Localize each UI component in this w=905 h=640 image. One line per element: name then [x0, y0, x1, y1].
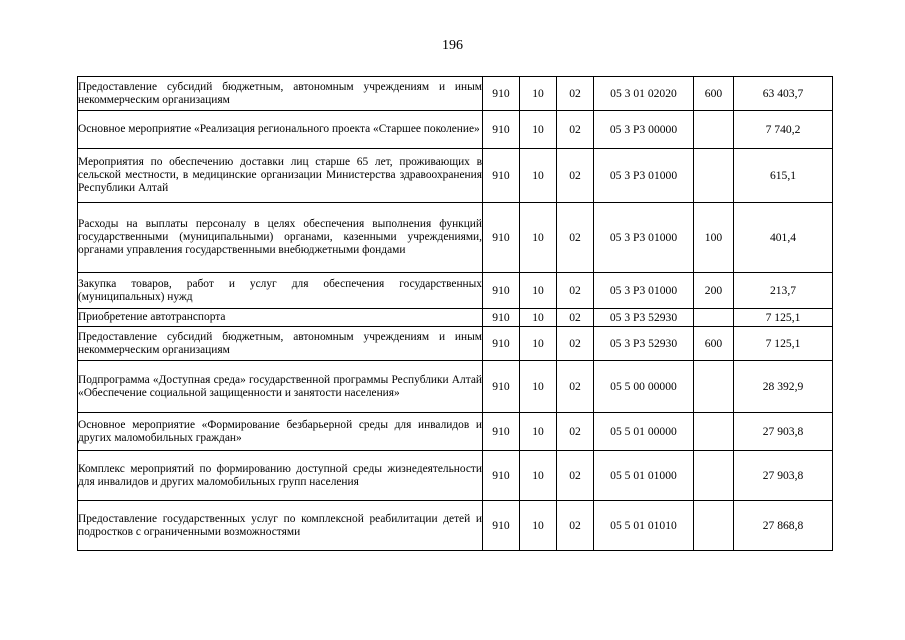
- table-row: [78, 501, 833, 551]
- row-expense-type: 100: [694, 203, 734, 273]
- row-name: Комплекс мероприятий по формированию доступной среды жизнедеятельности для инвалидов и других маломобильных групп населения: [78, 451, 483, 501]
- row-section-code: 10: [520, 273, 557, 309]
- row-target-code: 05 3 P3 52930: [594, 309, 694, 327]
- page-number: 196: [442, 38, 463, 53]
- row-subsection-code: 02: [557, 327, 594, 361]
- row-name: Расходы на выплаты персоналу в целях обеспечения выполнения функций государственными (муниципальными) органами, казенными учреждениями, органами управления государственными внебюджетными фондами: [78, 203, 483, 273]
- row-section-code: 10: [520, 361, 557, 413]
- row-name: Закупка товаров, работ и услуг для обеспечения государственных (муниципальных) нужд: [78, 273, 483, 309]
- row-target-code: 05 3 P3 52930: [594, 327, 694, 361]
- row-target-code: 05 3 P3 01000: [594, 273, 694, 309]
- row-target-code: 05 5 01 00000: [594, 413, 694, 451]
- row-subsection-code: 02: [557, 309, 594, 327]
- row-subsection-code: 02: [557, 501, 594, 551]
- row-name: Предоставление субсидий бюджетным, автономным учреждениям и иным некоммерческим организациям: [78, 77, 483, 111]
- row-ministry-code: 910: [483, 273, 520, 309]
- row-expense-type: 200: [694, 273, 734, 309]
- table-row: [78, 361, 833, 413]
- row-ministry-code: 910: [483, 361, 520, 413]
- row-expense-type: [694, 149, 734, 203]
- row-ministry-code: 910: [483, 501, 520, 551]
- row-subsection-code: 02: [557, 413, 594, 451]
- row-section-code: 10: [520, 309, 557, 327]
- row-target-code: 05 3 01 02020: [594, 77, 694, 111]
- table-row: [78, 111, 833, 149]
- row-target-code: 05 3 P3 01000: [594, 149, 694, 203]
- row-amount: 7 125,1: [734, 327, 833, 361]
- row-expense-type: [694, 413, 734, 451]
- row-ministry-code: 910: [483, 111, 520, 149]
- table-row: [78, 451, 833, 501]
- table-row: [78, 273, 833, 309]
- row-amount: 63 403,7: [734, 77, 833, 111]
- row-ministry-code: 910: [483, 309, 520, 327]
- row-subsection-code: 02: [557, 203, 594, 273]
- row-name: Приобретение автотранспорта: [78, 309, 483, 327]
- row-amount: 401,4: [734, 203, 833, 273]
- row-ministry-code: 910: [483, 149, 520, 203]
- row-name: Предоставление государственных услуг по комплексной реабилитации детей и подростков с ограниченными возможностями: [78, 501, 483, 551]
- row-section-code: 10: [520, 77, 557, 111]
- row-expense-type: [694, 361, 734, 413]
- row-subsection-code: 02: [557, 149, 594, 203]
- row-target-code: 05 5 00 00000: [594, 361, 694, 413]
- row-name: Предоставление субсидий бюджетным, автономным учреждениям и иным некоммерческим организациям: [78, 327, 483, 361]
- row-section-code: 10: [520, 111, 557, 149]
- row-target-code: 05 5 01 01010: [594, 501, 694, 551]
- row-name: Мероприятия по обеспечению доставки лиц старше 65 лет, проживающих в сельской местности, в медицинские организации Министерства здравоохранения Республики Алтай: [78, 149, 483, 203]
- row-name: Подпрограмма «Доступная среда» государственной программы Республики Алтай «Обеспечение социальной защищенности и занятости населения»: [78, 361, 483, 413]
- row-amount: 27 903,8: [734, 451, 833, 501]
- row-expense-type: 600: [694, 327, 734, 361]
- row-name: Основное мероприятие «Формирование безбарьерной среды для инвалидов и других маломобильных граждан»: [78, 413, 483, 451]
- row-amount: 7 125,1: [734, 309, 833, 327]
- table-row: [78, 77, 833, 111]
- row-section-code: 10: [520, 501, 557, 551]
- row-expense-type: 600: [694, 77, 734, 111]
- row-amount: 213,7: [734, 273, 833, 309]
- row-subsection-code: 02: [557, 273, 594, 309]
- row-expense-type: [694, 451, 734, 501]
- row-target-code: 05 3 P3 01000: [594, 203, 694, 273]
- row-section-code: 10: [520, 451, 557, 501]
- row-ministry-code: 910: [483, 203, 520, 273]
- row-amount: 28 392,9: [734, 361, 833, 413]
- row-expense-type: [694, 111, 734, 149]
- row-expense-type: [694, 309, 734, 327]
- row-amount: 27 903,8: [734, 413, 833, 451]
- row-target-code: 05 3 P3 00000: [594, 111, 694, 149]
- row-subsection-code: 02: [557, 451, 594, 501]
- row-ministry-code: 910: [483, 327, 520, 361]
- table-row: [78, 203, 833, 273]
- row-section-code: 10: [520, 327, 557, 361]
- row-section-code: 10: [520, 149, 557, 203]
- row-subsection-code: 02: [557, 111, 594, 149]
- row-amount: 7 740,2: [734, 111, 833, 149]
- table-row: [78, 327, 833, 361]
- row-ministry-code: 910: [483, 451, 520, 501]
- row-amount: 27 868,8: [734, 501, 833, 551]
- table-row: [78, 149, 833, 203]
- row-ministry-code: 910: [483, 413, 520, 451]
- row-expense-type: [694, 501, 734, 551]
- budget-table: [77, 76, 833, 551]
- row-name: Основное мероприятие «Реализация регионального проекта «Старшее поколение»: [78, 111, 483, 149]
- row-section-code: 10: [520, 203, 557, 273]
- row-subsection-code: 02: [557, 77, 594, 111]
- row-target-code: 05 5 01 01000: [594, 451, 694, 501]
- row-ministry-code: 910: [483, 77, 520, 111]
- row-subsection-code: 02: [557, 361, 594, 413]
- table-row: [78, 309, 833, 327]
- row-amount: 615,1: [734, 149, 833, 203]
- row-section-code: 10: [520, 413, 557, 451]
- table-row: [78, 413, 833, 451]
